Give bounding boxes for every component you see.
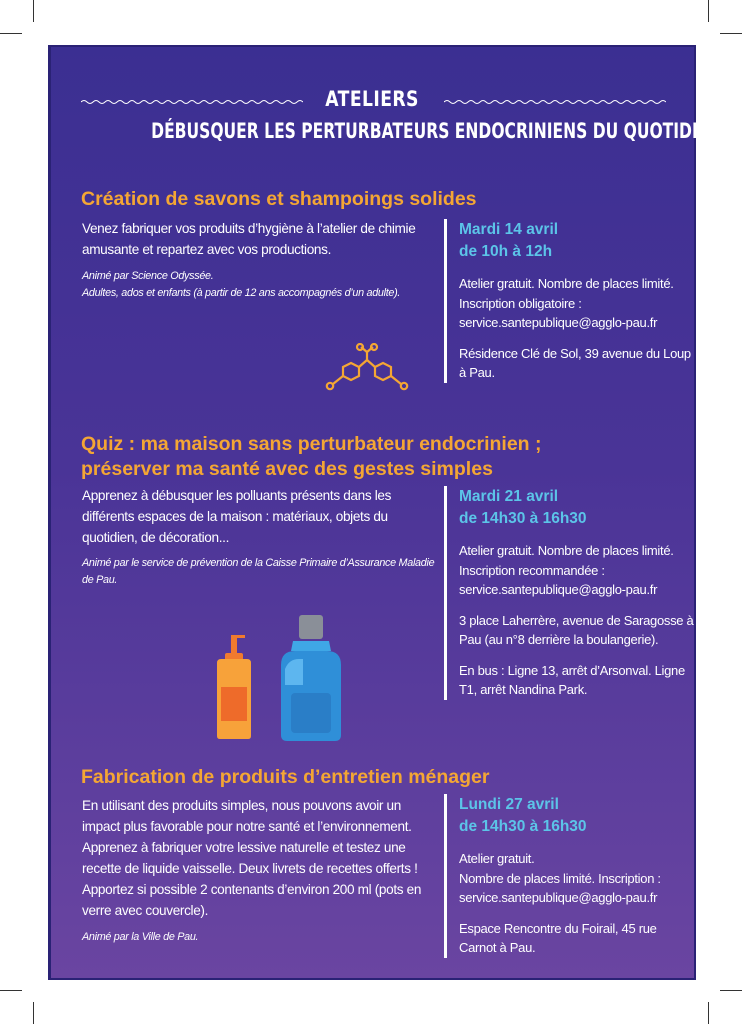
workshop-2-bus: En bus : Ligne 13, arrêt d’Arsonval. Ligne T1, arrêt Nandina Park.: [459, 662, 685, 697]
crop-mark: [708, 0, 709, 22]
workshop-2-title: [81, 432, 542, 482]
workshop-1-info: Atelier gratuit. Nombre de places limité. Inscription obligatoire : service.santepublique@agglo-pau.fr: [459, 276, 674, 330]
crop-mark: [708, 1002, 709, 1024]
workshop-3-time: de 14h30 à 16h30: [459, 818, 587, 835]
crop-mark: [720, 33, 742, 34]
header-title: ATELIERS: [325, 87, 420, 111]
workshop-2-title-line1: Quiz : ma maison sans perturbateur endocrinien ;: [81, 433, 542, 455]
workshop-2-description: Apprenez à débusquer les polluants présents dans les différents espaces de la maison : matériaux, objets du quotidien, de décoration...: [82, 488, 392, 545]
workshop-3-description: En utilisant des produits simples, nous pouvons avoir un impact plus favorable pour notre santé et l’environnement. Apprenez à fabriquer votre lessive naturelle et testez une recette de liquide vaisselle. Deux livrets de recettes offerts ! Apportez si possible 2 contenants d’environ 200 ml (pots en verre avec couvercle).: [82, 798, 422, 918]
crop-mark: [0, 990, 22, 991]
workshop-1-date: Mardi 14 avril: [459, 221, 559, 238]
workshop-2-time: de 14h30 à 16h30: [459, 510, 587, 527]
crop-mark: [720, 990, 742, 991]
workshop-1-audience: Adultes, ados et enfants (à partir de 12 ans accompagnés d’un adulte).: [82, 287, 401, 299]
workshop-1-title: Création de savons et shampoings solides: [81, 188, 477, 210]
workshop-1-organizer: Animé par Science Odyssée.: [82, 270, 214, 282]
flyer-header: [51, 87, 722, 143]
workshop-3-title: Fabrication de produits d’entretien ménager: [81, 766, 490, 788]
workshop-1-description: Venez fabriquer vos produits d’hygiène à l’atelier de chimie amusante et repartez avec vos productions.: [82, 221, 416, 257]
wave-divider-left: [81, 99, 303, 105]
workshop-3-date: Lundi 27 avril: [459, 796, 559, 813]
workshop-3-note: Animé par la Ville de Pau.: [82, 931, 199, 943]
workshop-1-details: [444, 219, 694, 383]
workshop-2-note: Animé par le service de prévention de la Caisse Primaire d’Assurance Maladie de Pau.: [82, 557, 435, 586]
workshop-3-details: [444, 794, 694, 958]
workshop-1-time: de 10h à 12h: [459, 243, 553, 260]
header-subtitle: DÉBUSQUER LES PERTURBATEURS ENDOCRINIENS DU QUOTIDIEN: [151, 119, 722, 143]
workshop-2-place: 3 place Laherrère, avenue de Saragosse à Pau (au n°8 derrière la boulangerie).: [459, 612, 694, 647]
crop-mark: [0, 33, 22, 34]
crop-mark: [33, 1002, 34, 1024]
flyer-panel: [48, 45, 722, 980]
workshop-1-note: [82, 268, 442, 302]
crop-mark: [33, 0, 34, 22]
cleaning-bottles-icon: [209, 615, 344, 743]
workshop-3-info-1: Atelier gratuit.: [459, 851, 535, 866]
workshop-2-date: Mardi 21 avril: [459, 488, 559, 505]
workshop-2-details: [444, 486, 694, 700]
workshop-2-info: Atelier gratuit. Nombre de places limité. Inscription recommandée : service.santepublique@agglo-pau.fr: [459, 543, 674, 597]
workshop-3-place: Espace Rencontre du Foirail, 45 rue Carnot à Pau.: [459, 920, 657, 955]
workshop-2-title-line2: préserver ma santé avec des gestes simples: [81, 458, 493, 480]
workshop-1-place: Résidence Clé de Sol, 39 avenue du Loup à Pau.: [459, 345, 691, 380]
workshop-3-info-2: Nombre de places limité. Inscription : service.santepublique@agglo-pau.fr: [459, 870, 661, 905]
wave-divider-right: [444, 99, 666, 105]
molecule-icon: [313, 343, 413, 399]
